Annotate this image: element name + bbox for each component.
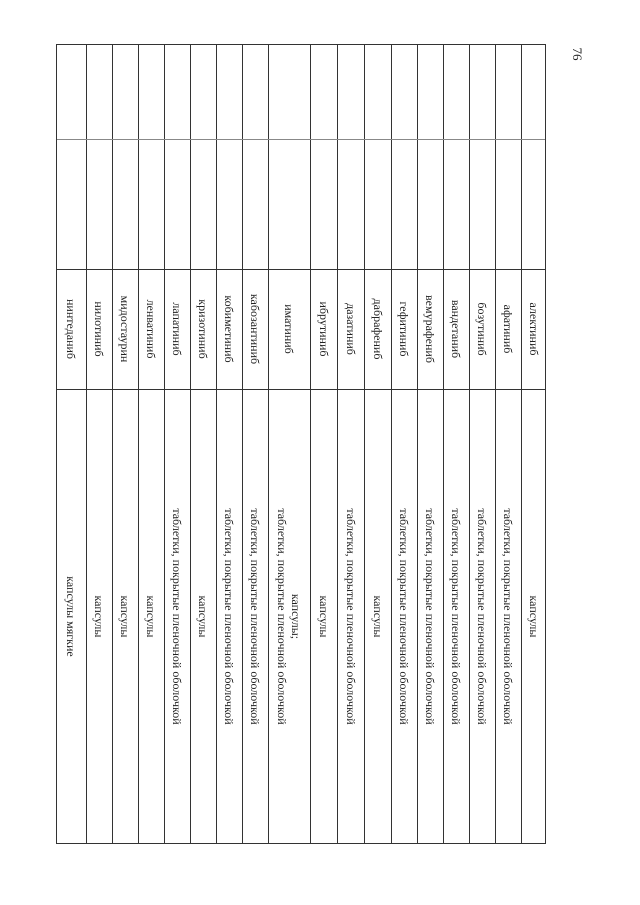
dosage-form-cell <box>139 389 164 844</box>
dosage-form-cell <box>311 389 337 844</box>
drug-name: нилотиниб <box>92 301 107 357</box>
table-row <box>164 44 190 844</box>
table-row <box>469 44 495 844</box>
table-row <box>521 44 546 844</box>
dosage-form-line: таблетки, покрытые пленочной оболочкой <box>423 508 438 725</box>
drug-table <box>56 44 546 844</box>
drug-name: кабозантиниб <box>248 293 263 365</box>
drug-name: дазатиниб <box>344 303 358 355</box>
dosage-form-cell <box>418 389 443 844</box>
dosage-form-cell <box>165 389 190 844</box>
dosage-form-cell <box>113 389 138 844</box>
drug-name: дабрафениб <box>371 298 385 360</box>
table-row <box>216 44 242 844</box>
dosage-form-line: таблетки, покрытые пленочной оболочкой <box>222 508 237 725</box>
drug-name: вандетаниб <box>449 299 464 359</box>
drug-name: ленватиниб <box>144 299 159 359</box>
drug-name: вемурафениб <box>423 295 438 363</box>
drug-table-wrapper <box>56 44 546 844</box>
drug-name: мидостаурин <box>118 295 133 363</box>
table-row <box>417 44 443 844</box>
table-row <box>443 44 469 844</box>
dosage-form-line: таблетки, покрытые пленочной оболочкой <box>397 508 412 725</box>
dosage-form-line: капсулы <box>527 595 541 638</box>
dosage-form-line: капсулы <box>118 595 133 638</box>
dosage-form-line: таблетки, покрытые пленочной оболочкой <box>170 508 185 725</box>
drug-name: кобиметиниб <box>222 295 237 363</box>
dosage-form-cell <box>87 389 112 844</box>
drug-name-cell <box>243 269 268 389</box>
dosage-form-line: таблетки, покрытые пленочной оболочкой <box>449 508 464 725</box>
dosage-form-line: капсулы <box>196 595 211 638</box>
dosage-form-line: капсулы <box>317 595 331 638</box>
drug-name: гефитиниб <box>397 301 412 357</box>
dosage-form-line: таблетки, покрытые пленочной оболочкой <box>501 508 516 725</box>
dosage-form-cell <box>522 389 546 844</box>
drug-name-cell <box>191 269 216 389</box>
dosage-form-line: капсулы; <box>289 593 304 640</box>
table-row <box>495 44 521 844</box>
drug-name: афатиниб <box>501 304 516 354</box>
drug-name: ибрутиниб <box>317 301 331 357</box>
drug-name-cell <box>496 269 521 389</box>
table-row <box>337 44 364 844</box>
dosage-form-cell <box>470 389 495 844</box>
drug-name-cell <box>269 269 310 389</box>
dosage-form-line: капсулы мягкие <box>64 576 78 657</box>
table-row <box>86 44 112 844</box>
dosage-form-cell <box>56 389 86 844</box>
dosage-form-cell <box>392 389 417 844</box>
table-row <box>268 44 310 844</box>
drug-name-cell <box>522 269 546 389</box>
column-divider <box>56 269 546 270</box>
drug-name: кризотиниб <box>196 299 211 359</box>
table-row <box>242 44 268 844</box>
table-row <box>112 44 138 844</box>
drug-name: алектиниб <box>527 302 541 356</box>
drug-name: лапатиниб <box>170 302 185 356</box>
column-divider <box>56 139 546 140</box>
drug-name-cell <box>87 269 112 389</box>
dosage-form-line: капсулы <box>371 595 385 638</box>
dosage-form-cell <box>496 389 521 844</box>
table-row <box>310 44 337 844</box>
dosage-form-cell <box>338 389 364 844</box>
drug-name-cell <box>217 269 242 389</box>
dosage-form-cell <box>243 389 268 844</box>
drug-name: бозутиниб <box>475 302 490 356</box>
drug-name-cell <box>56 269 86 389</box>
column-divider <box>56 389 546 390</box>
dosage-form-line: таблетки, покрытые пленочной оболочкой <box>275 508 290 725</box>
dosage-form-cell <box>269 389 310 844</box>
dosage-form-cell <box>217 389 242 844</box>
drug-name-cell <box>418 269 443 389</box>
drug-name-cell <box>165 269 190 389</box>
drug-name-cell <box>311 269 337 389</box>
drug-name-cell <box>338 269 364 389</box>
drug-name-cell <box>139 269 164 389</box>
table-row <box>364 44 391 844</box>
dosage-form-cell <box>365 389 391 844</box>
page-number: 76 <box>570 47 585 61</box>
drug-name: нинтеданиб <box>64 298 78 360</box>
drug-name-cell <box>113 269 138 389</box>
dosage-form-line: таблетки, покрытые пленочной оболочкой <box>248 508 263 725</box>
table-row <box>391 44 417 844</box>
drug-name-cell <box>392 269 417 389</box>
table-row <box>56 44 86 844</box>
drug-name-cell <box>444 269 469 389</box>
dosage-form-line: таблетки, покрытые пленочной оболочкой <box>475 508 490 725</box>
dosage-form-line: капсулы <box>144 595 159 638</box>
table-row <box>190 44 216 844</box>
drug-name-cell <box>365 269 391 389</box>
table-row <box>138 44 164 844</box>
dosage-form-line: таблетки, покрытые пленочной оболочкой <box>344 508 358 725</box>
dosage-form-cell <box>444 389 469 844</box>
dosage-form-cell <box>191 389 216 844</box>
drug-name: иматиниб <box>282 304 297 354</box>
dosage-form-line: капсулы <box>92 595 107 638</box>
drug-name-cell <box>470 269 495 389</box>
